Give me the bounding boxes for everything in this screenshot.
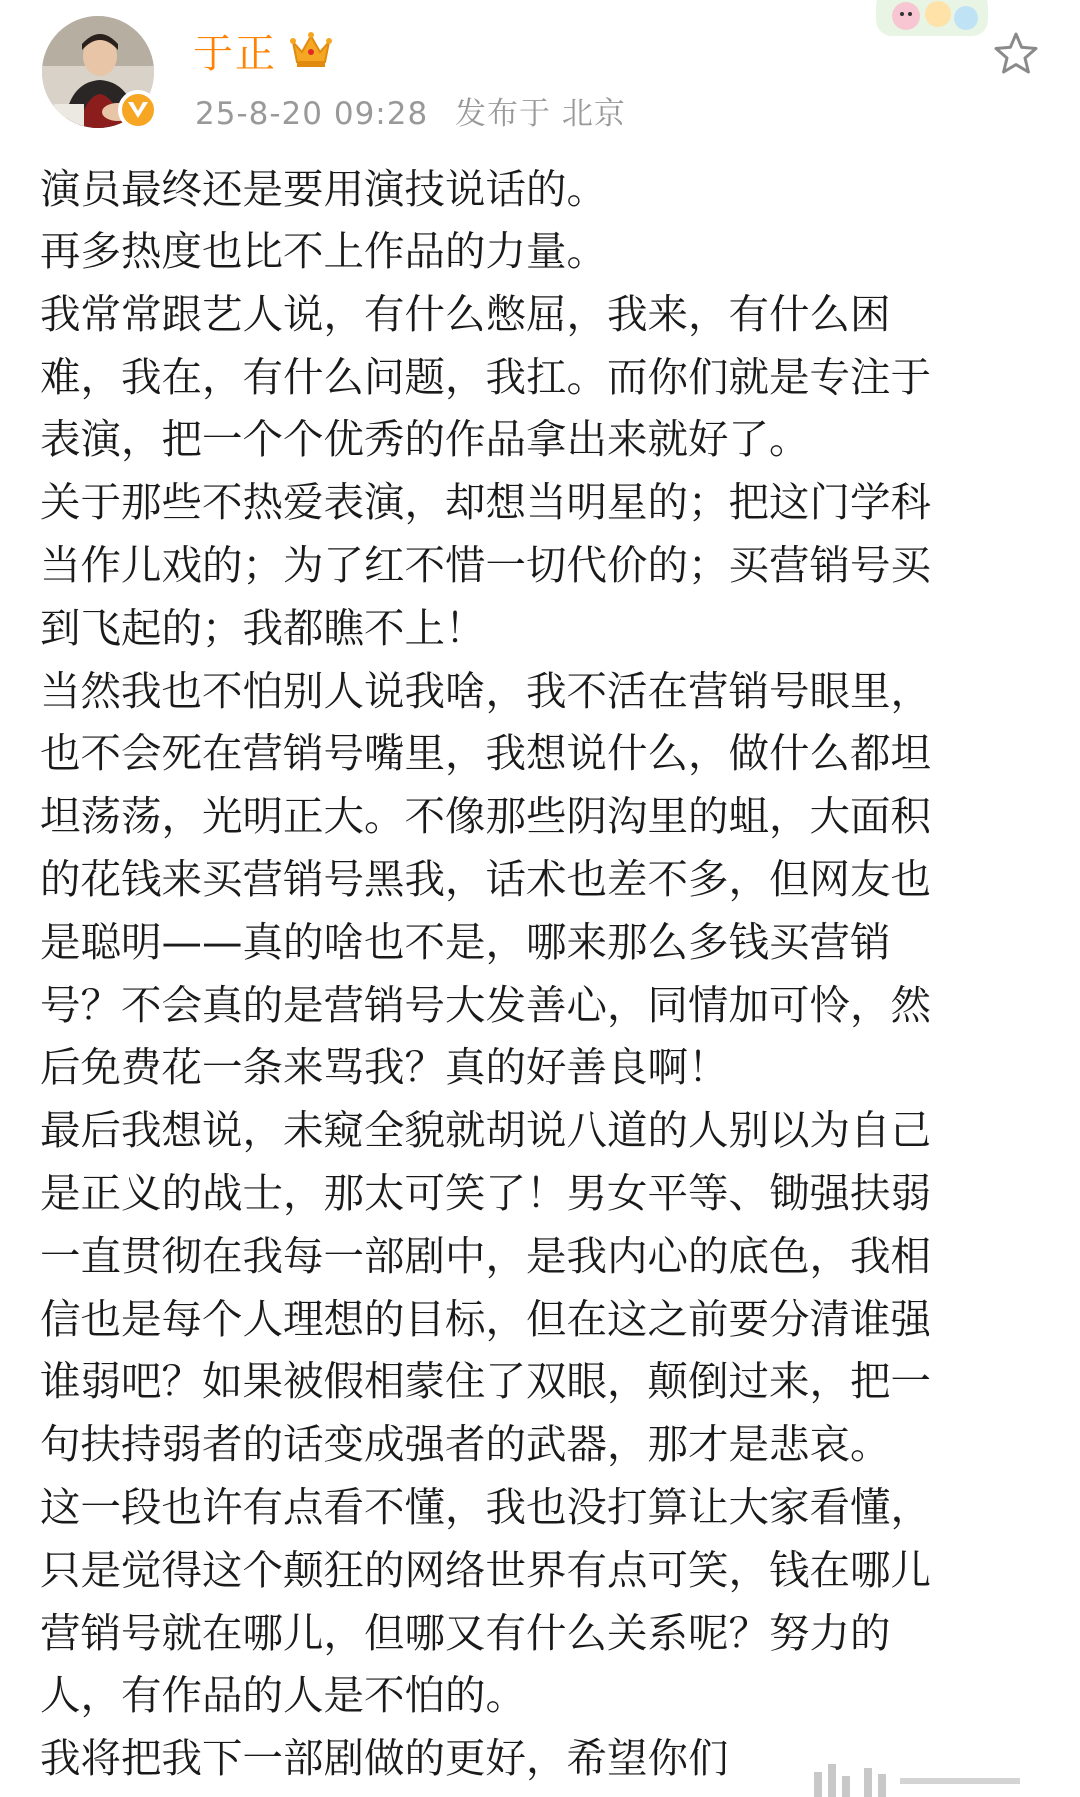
post-meta [195, 88, 642, 133]
post-text-line: 难，我在，有什么问题，我扛。而你们就是专注于 [40, 352, 931, 401]
post-text-line: 到飞起的；我都瞧不上！ [40, 603, 486, 652]
post-text-line: 句扶持弱者的话变成强者的武器，那才是悲哀。 [40, 1420, 891, 1469]
author-name[interactable]: 于正 [193, 30, 277, 77]
post-text-line: 的花钱来买营销号黑我，话术也差不多，但网友也 [40, 854, 931, 903]
post-text-line: 只是觉得这个颠狂的网络世界有点可笑，钱在哪儿 [40, 1545, 931, 1594]
post-header [0, 0, 1080, 150]
author-row [193, 22, 333, 78]
post-text-line: 坦荡荡，光明正大。不像那些阴沟里的蛆，大面积 [40, 792, 931, 841]
post-text-line: 信也是每个人理想的目标，但在这之前要分清谁强 [40, 1294, 931, 1343]
post-text-line: 我将把我下一部剧做的更好，希望你们 [40, 1734, 729, 1783]
post-text-line: 这一段也许有点看不懂，我也没打算让大家看懂， [40, 1482, 931, 1531]
author-avatar[interactable] [42, 16, 154, 128]
post-text-line: 演员最终还是要用演技说话的。 [40, 165, 607, 213]
crown-icon [289, 30, 333, 70]
post-location: 发布于 北京 [455, 96, 626, 132]
watermark-icon [800, 1752, 1030, 1797]
post-text-line: 表演，把一个个优秀的作品拿出来就好了。 [40, 415, 810, 464]
post-text-line: 后免费花一条来骂我？真的好善良啊！ [40, 1043, 729, 1092]
post-text-line: 人，有作品的人是不怕的。 [40, 1671, 526, 1720]
post-content [40, 158, 1050, 1790]
post-time: 25-8-20 09:28 [195, 96, 429, 132]
post-text-line: 是聪明——真的啥也不是，哪来那么多钱买营销 [40, 917, 891, 966]
post-text-line: 最后我想说，未窥全貌就胡说八道的人别以为自己 [40, 1106, 931, 1155]
post-text-line: 号？不会真的是营销号大发善心，同情加可怜，然 [40, 980, 931, 1029]
post-text-line: 关于那些不热爱表演，却想当明星的；把这门学科 [40, 478, 931, 527]
post-text-line: 营销号就在哪儿，但哪又有什么关系呢？努力的 [40, 1608, 891, 1657]
post-text-line: 一直贯彻在我每一部剧中，是我内心的底色，我相 [40, 1231, 931, 1280]
post-text-line: 是正义的战士，那太可笑了！男女平等、锄强扶弱 [40, 1168, 931, 1217]
post-text-line: 当然我也不怕别人说我啥，我不活在营销号眼里， [40, 666, 931, 715]
post-text-line: 也不会死在营销号嘴里，我想说什么，做什么都坦 [40, 729, 931, 778]
post-text-line: 再多热度也比不上作品的力量。 [40, 227, 607, 275]
post-text-line: 我常常跟艺人说，有什么憋屈，我来，有什么困 [40, 289, 891, 338]
post-text-line: 谁弱吧？如果被假相蒙住了双眼，颠倒过来，把一 [40, 1357, 931, 1406]
post-text-line: 当作儿戏的；为了红不惜一切代价的；买营销号买 [40, 540, 931, 589]
verified-v-icon [118, 90, 158, 130]
star-outline-icon[interactable] [992, 30, 1040, 78]
decoration-sticker-icon [876, 0, 988, 38]
